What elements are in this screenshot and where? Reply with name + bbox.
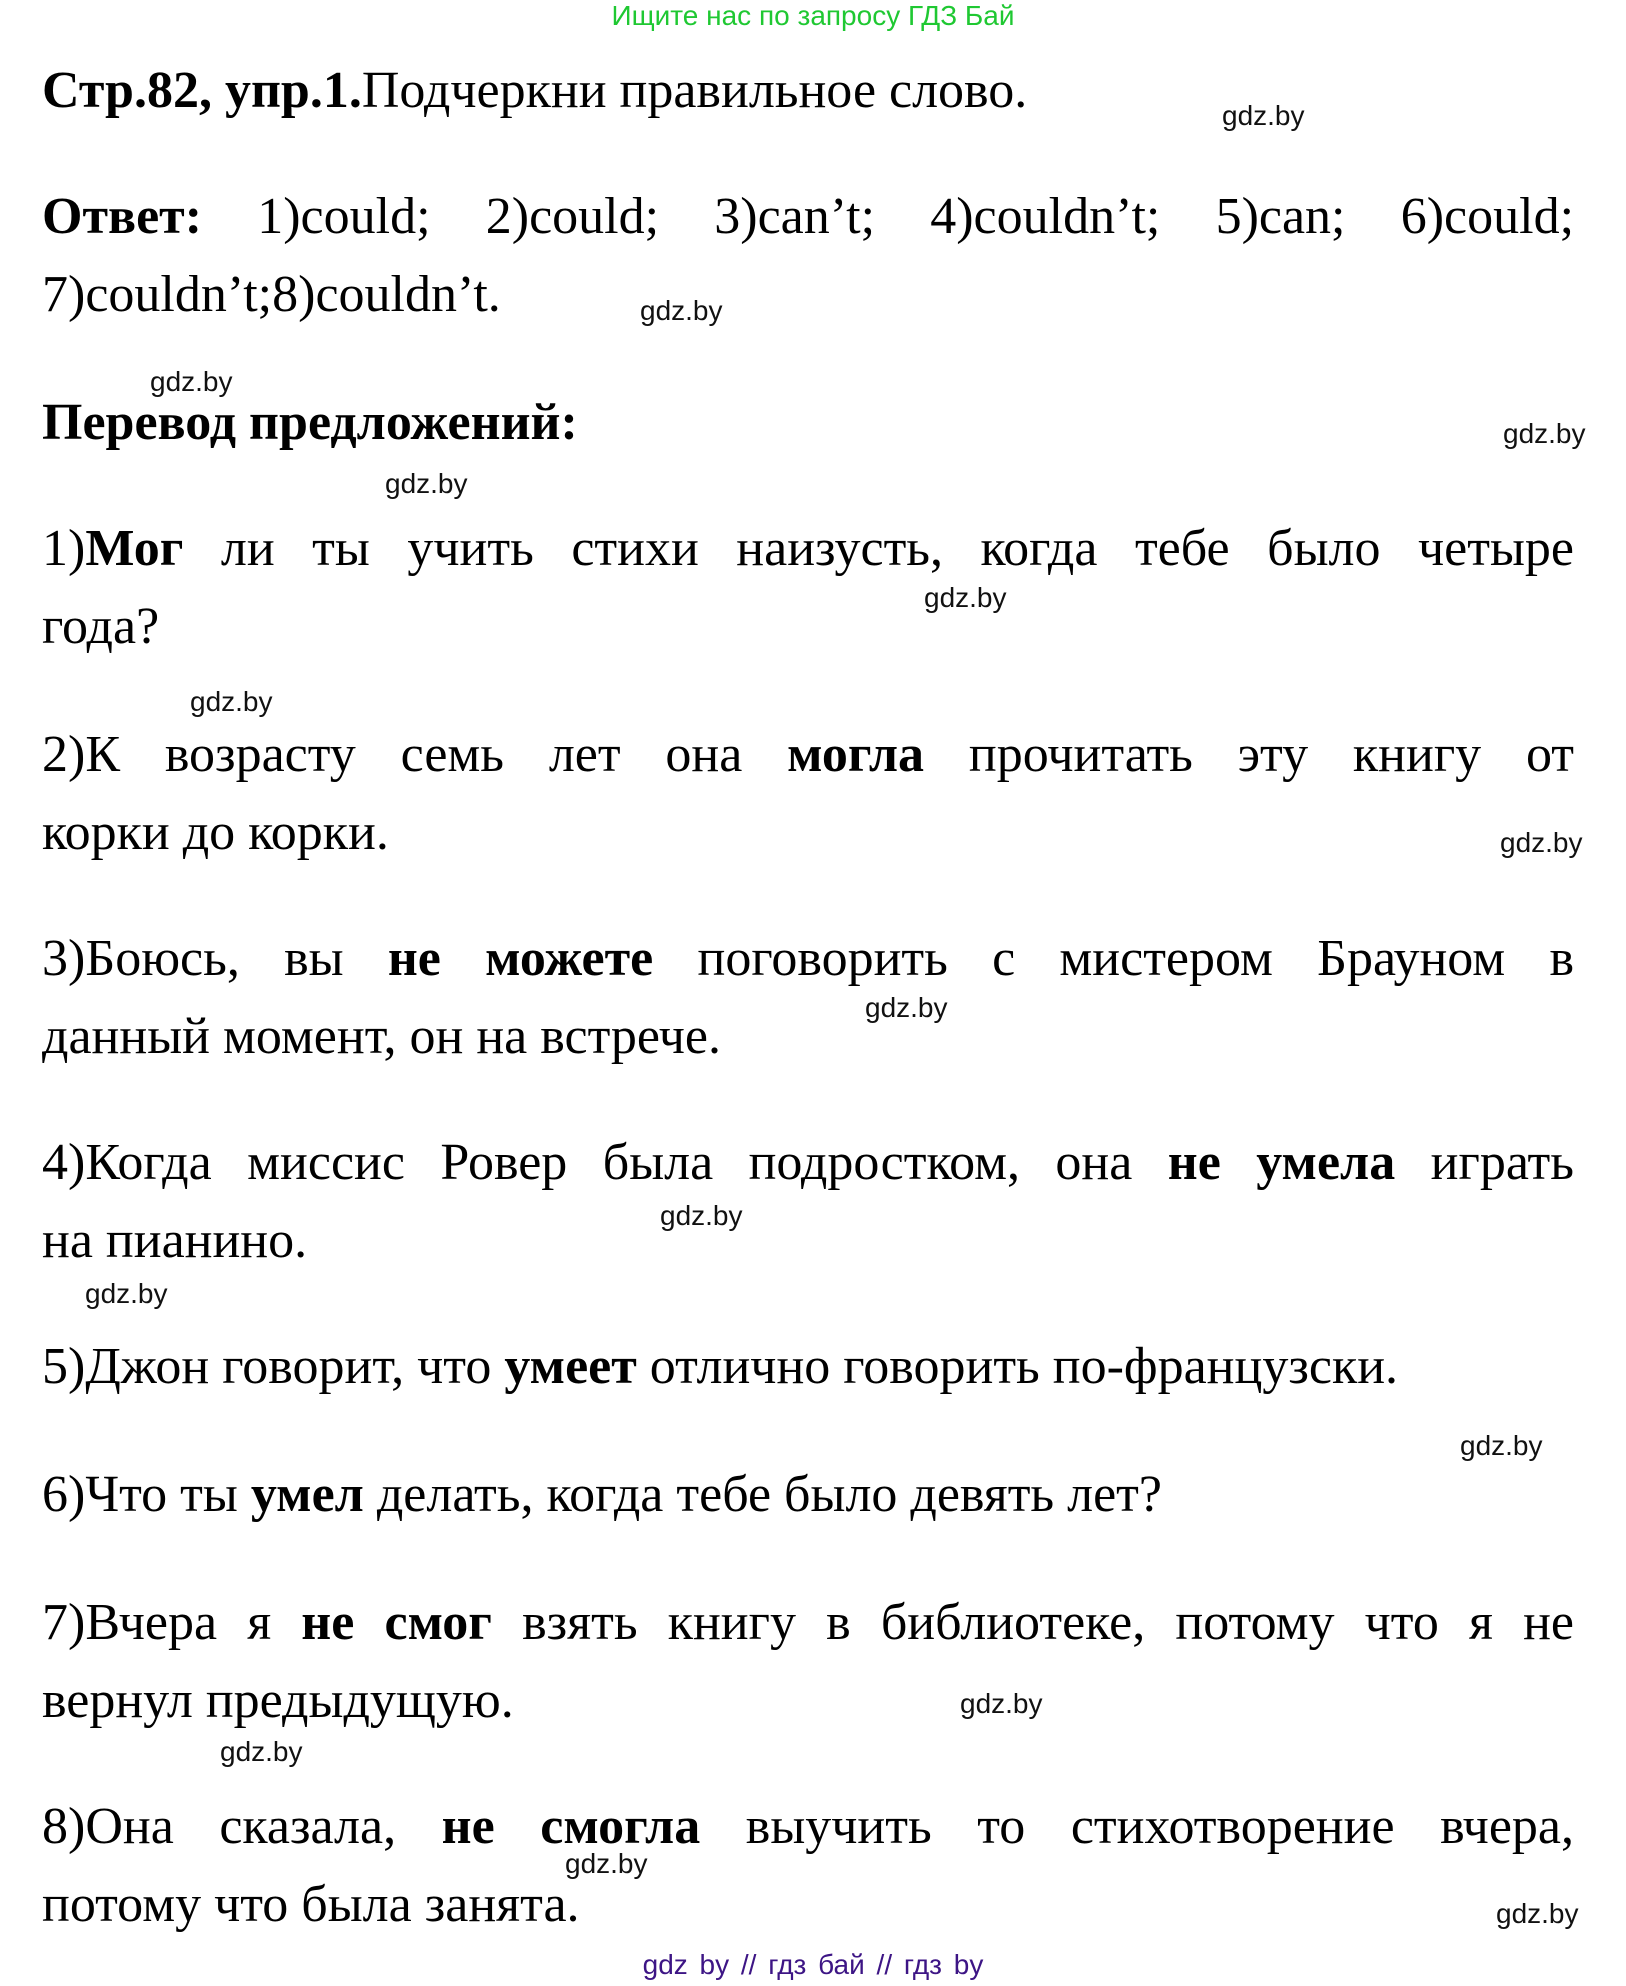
watermark: gdz.by (640, 295, 723, 326)
watermark: gdz.by (1500, 827, 1583, 858)
sentence-line (42, 1328, 1574, 1406)
sentence-8 (42, 1788, 1574, 1944)
watermark: gdz.by (1460, 1430, 1543, 1461)
sentence-line (42, 1456, 1574, 1534)
sentence-text: прочитать эту книгу от (924, 726, 1575, 783)
sentence-4 (42, 1124, 1574, 1280)
sentence-text: Что ты (85, 1466, 251, 1523)
search-banner: Ищите нас по запросу ГДЗ Бай (611, 0, 1015, 31)
sentence-line (42, 716, 1574, 794)
exercise-ref: Стр.82, упр.1. (42, 62, 362, 119)
sentence-text: Боюсь, вы (85, 930, 388, 987)
answer-label: Ответ: (42, 188, 203, 245)
watermark: gdz.by (85, 1278, 168, 1309)
sentence-number: 2) (42, 726, 86, 783)
sentence-highlight: умел (250, 1466, 364, 1523)
footer-links: gdz by // гдз бай // гдз by (642, 1949, 984, 1980)
sentence-highlight: умеет (504, 1338, 637, 1395)
sentence-highlight: могла (787, 726, 925, 783)
sentence-text: играть (1395, 1134, 1574, 1191)
sentence-1 (42, 510, 1574, 666)
answer-item: 4)couldn’t; (930, 188, 1161, 245)
sentence-highlight: Мог (85, 520, 184, 577)
watermark: gdz.by (924, 582, 1007, 613)
watermark: gdz.by (660, 1200, 743, 1231)
watermark: gdz.by (1503, 418, 1586, 449)
answer-item: 1)could; (257, 188, 431, 245)
sentence-number: 8) (42, 1798, 86, 1855)
watermark: gdz.by (150, 366, 233, 397)
watermark: gdz.by (865, 992, 948, 1023)
sentence-text: Когда миссис Ровер была подростком, она (85, 1134, 1168, 1191)
watermark: gdz.by (385, 468, 468, 499)
sentence-number: 3) (42, 930, 86, 987)
sentence-text: К возрасту семь лет она (85, 726, 788, 783)
exercise-title (42, 52, 1574, 130)
sentence-number: 6) (42, 1466, 86, 1523)
sentence-6 (42, 1456, 1574, 1534)
sentence-number: 1) (42, 520, 86, 577)
sentence-number: 7) (42, 1594, 86, 1651)
sentence-line: корки до корки. (42, 804, 389, 861)
sentence-number: 5) (42, 1338, 86, 1395)
watermark: gdz.by (565, 1848, 648, 1879)
answer-item: 5)can; (1215, 188, 1346, 245)
sentence-highlight: не смогла (441, 1798, 701, 1855)
sentence-line (42, 920, 1574, 998)
answer-item: 2)could; (485, 188, 660, 245)
sentence-highlight: не умела (1167, 1134, 1396, 1191)
sentence-text: поговорить с мистером Брауном в (653, 930, 1575, 987)
watermark: gdz.by (1496, 1898, 1579, 1929)
answer-block (42, 178, 1574, 334)
sentence-text: ли ты учить стихи наизусть, когда тебе было четыре (183, 520, 1574, 577)
translation-heading (42, 384, 1574, 462)
sentence-text: отлично говорить по-французски. (636, 1338, 1399, 1395)
sentence-text: Джон говорит, что (85, 1338, 505, 1395)
answer-item: 7)couldn’t; (42, 266, 273, 323)
watermark: gdz.by (190, 686, 273, 717)
sentence-line (42, 1124, 1574, 1202)
sentence-line: потому что была занята. (42, 1876, 580, 1933)
sentence-text: Она сказала, (85, 1798, 442, 1855)
sentence-3 (42, 920, 1574, 1076)
sentence-text: делать, когда тебе было девять лет? (363, 1466, 1162, 1523)
sentence-line: года? (42, 598, 160, 655)
sentence-line (42, 1584, 1574, 1662)
watermark: gdz.by (220, 1736, 303, 1767)
sentence-line: вернул предыдущую. (42, 1672, 514, 1729)
sentence-7 (42, 1584, 1574, 1740)
watermark: gdz.by (1222, 100, 1305, 131)
sentence-5 (42, 1328, 1574, 1406)
sentence-line: данный момент, он на встрече. (42, 1008, 721, 1065)
sentence-highlight: не смог (301, 1594, 492, 1651)
sentence-line (42, 510, 1574, 588)
sentence-text: Вчера я (85, 1594, 302, 1651)
answer-item: 6)could; (1400, 188, 1575, 245)
answer-item: 3)can’t; (714, 188, 876, 245)
sentence-number: 4) (42, 1134, 86, 1191)
answer-item: 8)couldn’t. (272, 266, 501, 323)
sentence-2 (42, 716, 1574, 872)
watermark: gdz.by (960, 1688, 1043, 1719)
translation-heading-text: Перевод предложений: (42, 394, 578, 451)
exercise-instruction: Подчеркни правильное слово. (361, 62, 1028, 119)
sentence-line (42, 1788, 1574, 1866)
sentence-text: взять книгу в библиотеке, потому что я не (491, 1594, 1574, 1651)
sentence-highlight: не можете (387, 930, 654, 987)
sentence-text: выучить то стихотворение вчера, (700, 1798, 1574, 1855)
sentence-line: на пианино. (42, 1212, 308, 1269)
